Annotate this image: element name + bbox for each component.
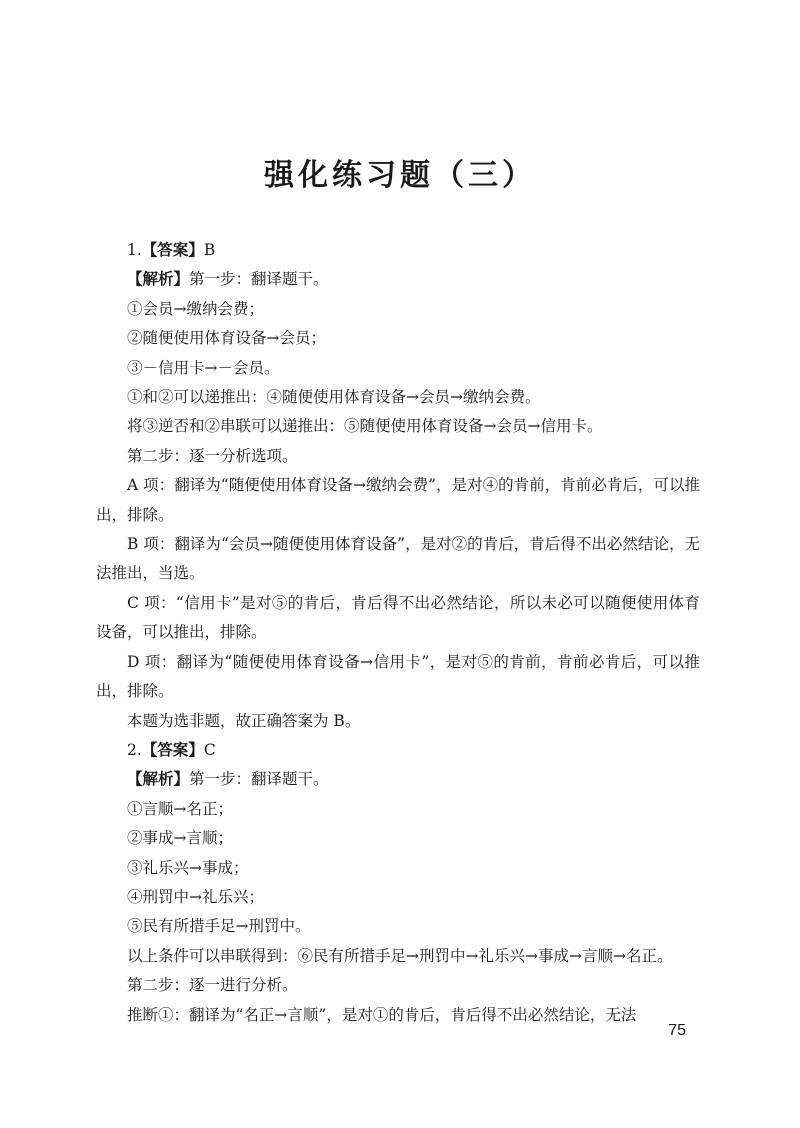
q2-number: 2. [127,740,142,759]
q2-explanation-text: 第一步：翻译题干。 [189,770,329,789]
q2-explanation-line [96,765,700,794]
q1-explanation-text: 第一步：翻译题干。 [189,270,329,289]
q1-conclusion: 本题为选非题，故正确答案为 B。 [127,711,361,730]
page-number: 75 [668,1022,686,1039]
q2-line: ③礼乐兴→事成； [127,858,249,877]
q1-option-c: C 项：“信用卡”是对⑤的肯后，肯后得不出必然结论，所以未必可以随便使用体育设备，可以推出，排除。 [96,593,700,642]
q2-line: 第二步：逐一进行分析。 [127,976,298,995]
q1-line: 第二步：逐一分析选项。 [127,446,298,465]
q1-explanation-line [96,265,700,294]
q2-line: 推断①：翻译为“名正→言顺”，是对①的肯后，肯后得不出必然结论，无法 [127,1005,637,1024]
q2-explanation-tag: 【解析】 [127,770,190,789]
q1-line: ③－信用卡→－会员。 [127,358,280,377]
q1-line: 将③逆否和②串联可以递推出：⑤随便使用体育设备→会员→信用卡。 [127,417,603,436]
page-title: 强化练习题（三） [264,158,536,193]
q2-answer-line [96,736,700,765]
q2-line: ②事成→言顺； [127,829,233,848]
q2-answer-value: C [203,740,216,759]
q1-answer-value: B [203,241,216,259]
page-content [96,236,700,1030]
q1-option-b: B 项：翻译为“会员→随便使用体育设备”，是对②的肯后，肯后得不出必然结论，无法推出，当选。 [96,535,700,583]
q1-line: ①和②可以递推出：④随便使用体育设备→会员→缴纳会费。 [127,388,541,407]
q2-line: 以上条件可以串联得到：⑥民有所措手足→刑罚中→礼乐兴→事成→言顺→名正。 [127,946,673,965]
q2-line: ④刑罚中→礼乐兴； [127,887,264,906]
q1-line: ①会员→缴纳会费； [127,299,264,318]
q1-explanation-tag: 【解析】 [127,270,190,289]
q2-line: ①言顺→名正； [127,799,233,818]
q1-option-a: A 项：翻译为“随便使用体育设备→缴纳会费”，是对④的肯前，肯前必肯后，可以推出，排除。 [96,476,700,524]
q2-answer-tag: 【答案】 [141,740,204,759]
q2-line: ⑤民有所措手足→刑罚中。 [127,917,311,936]
q1-option-d: D 项：翻译为“随便使用体育设备→信用卡”，是对⑤的肯前，肯前必肯后，可以推出，排除。 [96,652,700,701]
q1-line: ②随便使用体育设备→会员； [127,329,326,348]
q1-answer-line [96,236,700,265]
q1-answer-tag: 【答案】 [141,241,204,259]
q1-number: 1. [127,241,142,259]
